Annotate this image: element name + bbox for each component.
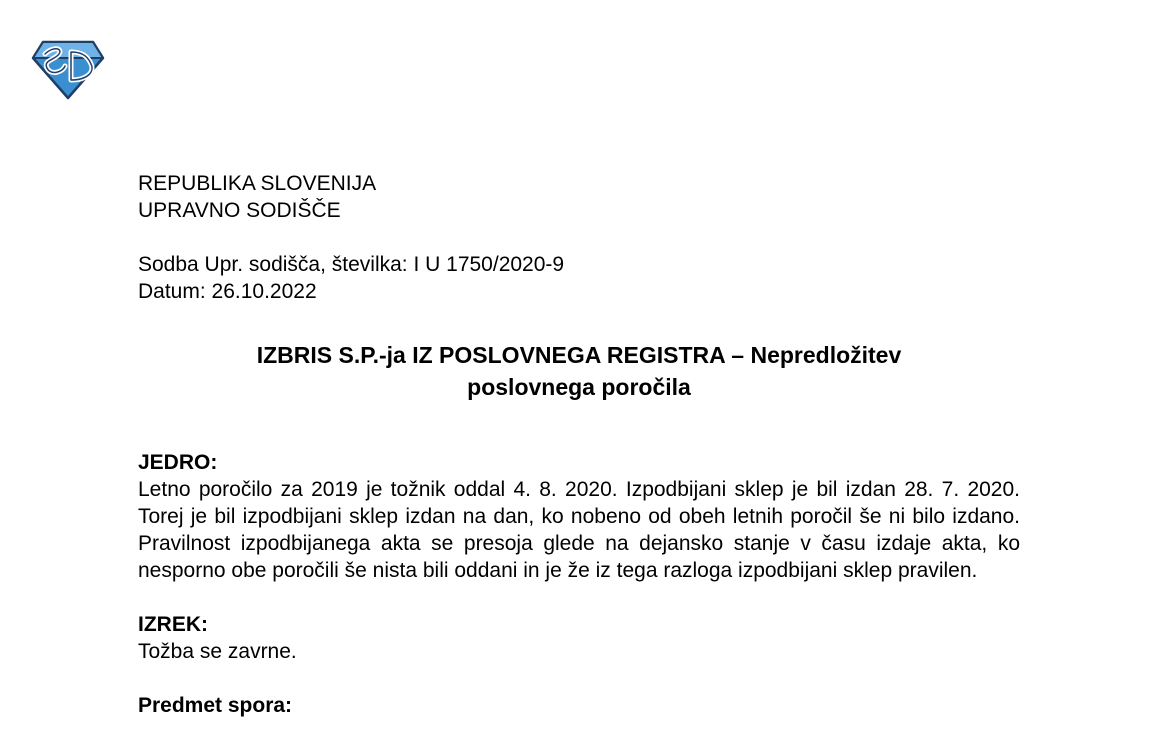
title-line-1: IZBRIS S.P.-ja IZ POSLOVNEGA REGISTRA – Nepredložitev	[256, 342, 902, 368]
jedro-section	[138, 449, 1020, 584]
jedro-text: Letno poročilo za 2019 je tožnik oddal 4. 8. 2020. Izpodbijani sklep je bil izdan 28. 7. 2020. Torej je bil izpodbijani sklep izdan na dan, ko nobeno od obeh letnih poročil še ni bilo izdano. Pravilnost izpodbijanega akta se presoja glede na dejansko stanje v času izdaje akta, ko nesporno obe poročili še nista bili oddani in je že iz tega razloga izpodbijani sklep pravilen.	[138, 478, 1020, 582]
court-name: UPRAVNO SODIŠČE	[138, 199, 341, 222]
predmet-section	[138, 692, 1020, 719]
predmet-heading: Predmet spora:	[138, 694, 293, 717]
jedro-heading: JEDRO:	[138, 451, 218, 474]
izrek-section	[138, 611, 1020, 665]
document-title	[138, 339, 1020, 403]
izrek-text: Tožba se zavrne.	[138, 640, 297, 663]
country-name: REPUBLIKA SLOVENIJA	[138, 172, 377, 195]
document-page	[138, 170, 1020, 719]
judgment-number: Sodba Upr. sodišča, številka: I U 1750/2020-9	[138, 253, 565, 276]
izrek-heading: IZREK:	[138, 613, 208, 636]
judgment-date: Datum: 26.10.2022	[138, 280, 317, 303]
court-logo	[31, 40, 105, 100]
title-line-2: poslovnega poročila	[467, 374, 691, 400]
diamond-logo-icon	[31, 40, 105, 100]
